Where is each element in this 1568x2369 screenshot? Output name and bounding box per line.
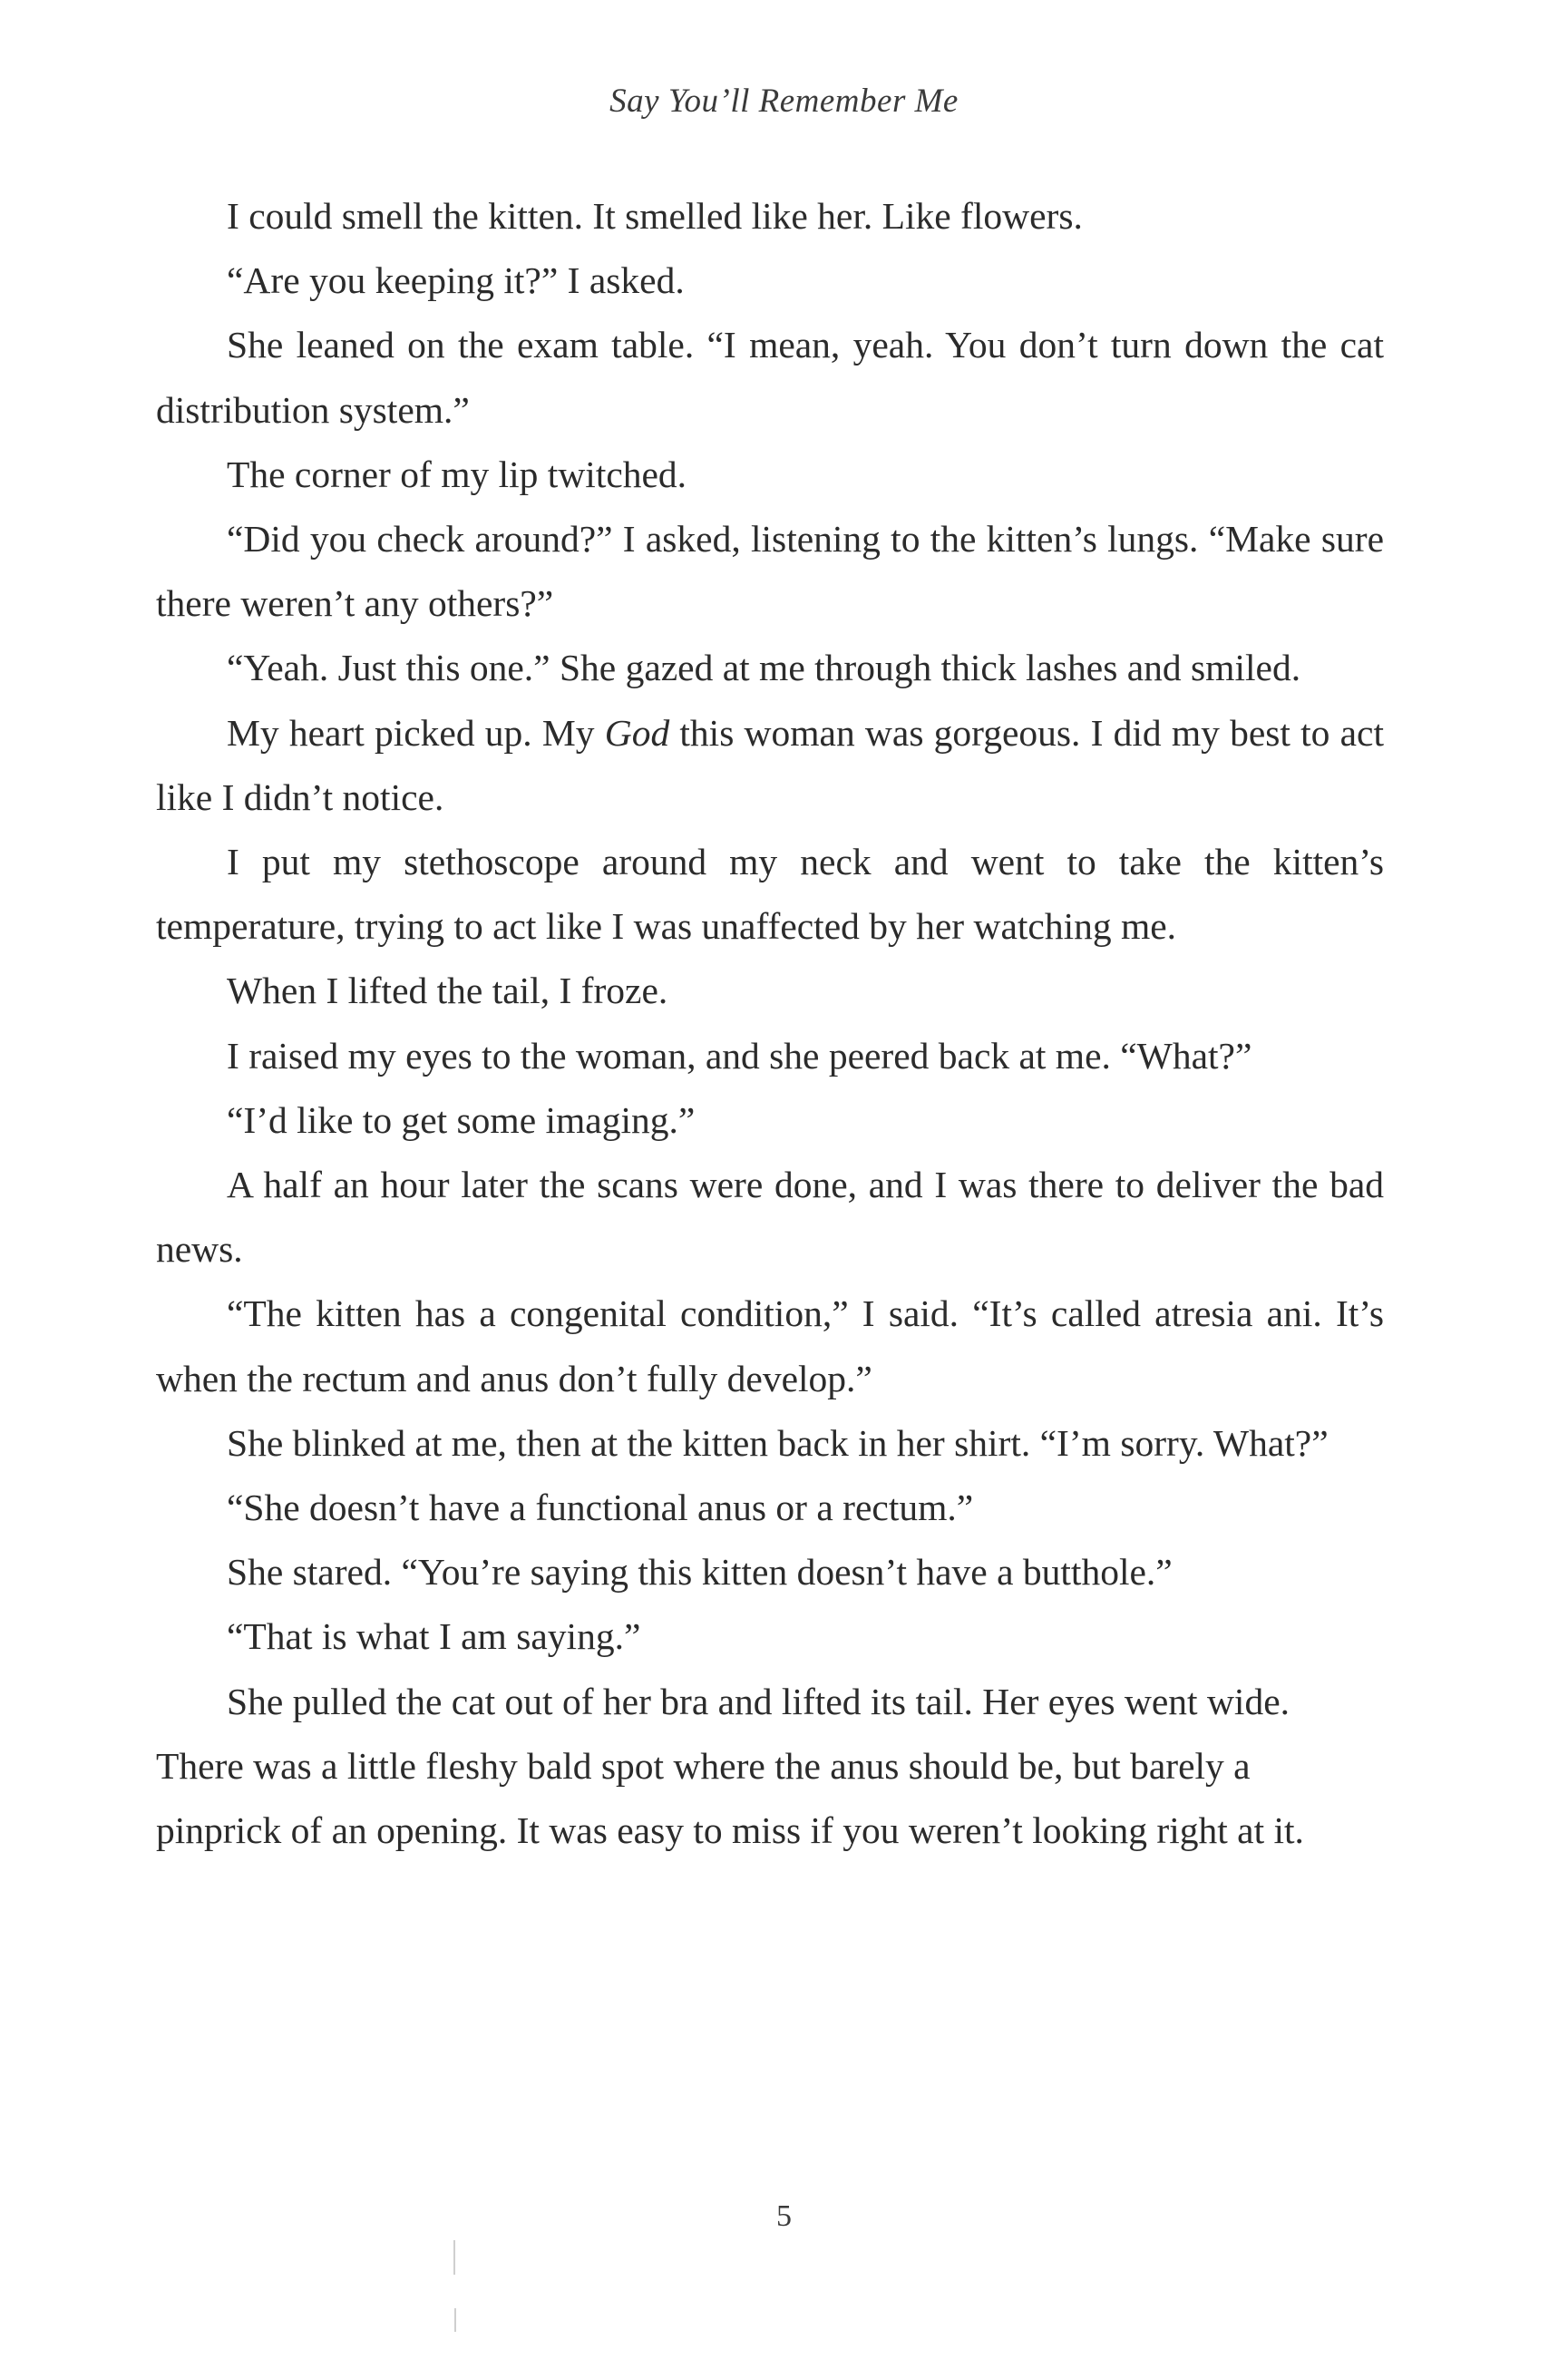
- paragraph-text: My heart picked up. My: [227, 711, 605, 754]
- paragraph: “That is what I am saying.”: [227, 1615, 641, 1658]
- paragraph: She leaned on the exam table. “I mean, yeah. You don’t turn down the cat distribution system.”: [156, 324, 1384, 431]
- paragraph: “She doesn’t have a functional anus or a rectum.”: [227, 1487, 974, 1529]
- paragraph: [156, 701, 1384, 830]
- paragraph-text: this woman was gorgeous. I did my best to act like I didn’t notice.: [156, 711, 1384, 818]
- body-text: [156, 184, 1384, 1863]
- paragraph: “Yeah. Just this one.” She gazed at me through thick lashes and smiled.: [227, 647, 1301, 689]
- paragraph: A half an hour later the scans were done, and I was there to deliver the bad news.: [156, 1164, 1384, 1271]
- running-head: Say You’ll Remember Me: [609, 83, 959, 120]
- paragraph: When I lifted the tail, I froze.: [227, 970, 668, 1012]
- paragraph: I could smell the kitten. It smelled like her. Like flowers.: [227, 195, 1083, 237]
- scan-artifact: [453, 2240, 455, 2275]
- paragraph: She stared. “You’re saying this kitten doesn’t have a butthole.”: [227, 1551, 1173, 1594]
- paragraph: I put my stethoscope around my neck and went to take the kitten’s temperature, trying to act like I was unaffected by her watching me.: [156, 841, 1384, 948]
- paragraph: The corner of my lip twitched.: [227, 453, 687, 495]
- paragraph: “Did you check around?” I asked, listening to the kitten’s lungs. “Make sure there weren’t any others?”: [156, 518, 1384, 625]
- paragraph: She pulled the cat out of her bra and lifted its tail. Her eyes went wide. There was a little fleshy bald spot where the anus should be, but barely a pinprick of an opening. It was easy to miss if you weren’t looking right at it.: [156, 1680, 1304, 1852]
- paragraph: “I’d like to get some imaging.”: [227, 1098, 696, 1141]
- paragraph: I raised my eyes to the woman, and she peered back at me. “What?”: [227, 1034, 1252, 1077]
- page-number: 5: [776, 2199, 792, 2233]
- paragraph: “The kitten has a congenital condition,” I said. “It’s called atresia ani. It’s when the rectum and anus don’t fully develop.”: [156, 1292, 1384, 1399]
- paragraph: She blinked at me, then at the kitten back in her shirt. “I’m sorry. What?”: [227, 1421, 1329, 1464]
- scan-artifact: [454, 2308, 456, 2332]
- emphasis-text: God: [604, 711, 670, 754]
- paragraph: “Are you keeping it?” I asked.: [227, 259, 685, 302]
